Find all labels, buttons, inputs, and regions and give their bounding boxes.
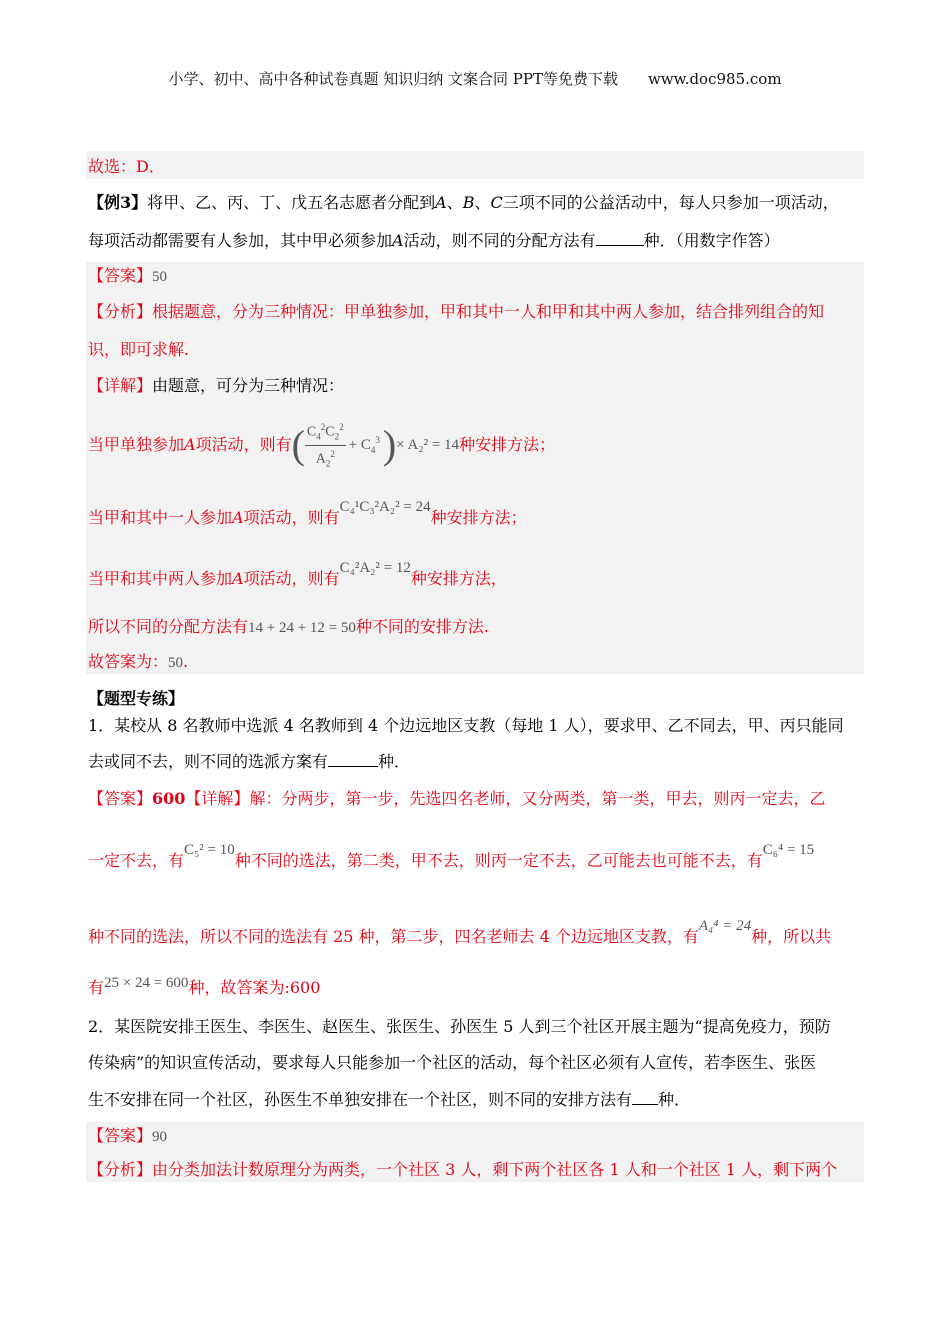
example3-detail-intro: 【详解】由题意，可分为三种情况： xyxy=(88,376,345,395)
q1-detail-2: 一定不去，有C₅² = 10种不同的选法，第二类，甲不去，则丙一定不去，乙可能去也可能不去，有C₆⁴ = 15 xyxy=(88,842,815,870)
example3-case3: 当甲和其中两人参加A项活动，则有C₄²A₂² = 12种安排方法， xyxy=(88,560,507,588)
example3-case2: 当甲和其中一人参加A项活动，则有C₄¹C₃²A₂² = 24种安排方法； xyxy=(88,499,527,527)
q2-line2: 传染病”的知识宣传活动，要求每人只能参加一个社区的活动，每个社区必须有人宣传，若李医生、张医 xyxy=(88,1053,817,1072)
q2-blank xyxy=(632,1090,658,1105)
q1-line2: 去或同不去，则不同的选派方案有 种． xyxy=(88,752,411,771)
q2-answer: 【答案】90 xyxy=(88,1126,168,1145)
q1-eq2: C₆⁴ = 15 xyxy=(762,842,815,858)
q2-line3: 生不安排在同一个社区，孙医生不单独安排在一个社区，则不同的安排方法有 种． xyxy=(88,1090,691,1109)
q1-eq3: A₄⁴ = 24 xyxy=(698,918,752,934)
q1-eq1: C₅² = 10 xyxy=(184,842,235,858)
q1-line1: 1．某校从 8 名教师中选派 4 名教师到 4 个边远地区支教（每地 1 人），要求甲、乙不同去，甲、丙只能同 xyxy=(88,716,844,735)
example3-tag: 【例3】 xyxy=(88,193,148,212)
example3-total: 所以不同的分配方法有14 + 24 + 12 = 50种不同的安排方法. xyxy=(88,617,489,636)
q1-detail-3: 种不同的选法，所以不同的选法有 25 种，第二步，四名老师去 4 个边远地区支教，有A₄⁴ = 24种，所以共 xyxy=(88,918,832,946)
example3-analysis-1: 【分析】根据题意，分为三种情况：甲单独参加，甲和其中一人和甲和其中两人参加，结合排列组合的知 xyxy=(88,302,825,321)
section-title: 【题型专练】 xyxy=(88,689,185,708)
q1-blank xyxy=(328,752,378,767)
q1-detail-4: 有25 × 24 = 600种，故答案为:600 xyxy=(88,975,321,997)
example3-line1: 【例3】将甲、乙、丙、丁、戊五名志愿者分配到A、B、C三项不同的公益活动中，每人只参加一项活动， xyxy=(88,193,839,212)
case2-equation: C₄¹C₃²A₂² = 24 xyxy=(339,499,431,515)
prev-answer: 故选：D． xyxy=(88,157,165,176)
q2-analysis: 【分析】由分类加法计数原理分为两类，一个社区 3 人，剩下两个社区各 1 人和一个社区 1 人，剩下两个 xyxy=(88,1160,838,1179)
page-header: 小学、初中、高中各种试卷真题 知识归纳 文案合同 PPT等免费下载 www.doc985.com xyxy=(168,70,782,88)
example3-analysis-2: 识，即可求解. xyxy=(88,340,190,359)
example3-answer: 【答案】50 xyxy=(88,266,168,285)
left-paren: ( xyxy=(291,422,305,467)
case3-equation: C₄²A₂² = 12 xyxy=(339,560,411,576)
q1-eq4: 25 × 24 = 600 xyxy=(104,975,189,991)
shaded-block-prev xyxy=(86,151,864,179)
example3-case1: 当甲单独参加 A 项活动，则有 ( $\frac{C_4^2C_2^2}{A_2^2}$ + $C_4^3$ ) × A₂² = 14 种安排方法； xyxy=(88,425,555,465)
total-equation: 14 + 24 + 12 = 50 xyxy=(248,620,356,636)
case1-equation: × A₂² = 14 xyxy=(396,437,460,453)
right-paren: ) xyxy=(382,422,397,467)
example3-line2: 每项活动都需要有人参加，其中甲必须参加A活动，则不同的分配方法有 种．（用数字作答） xyxy=(88,231,780,250)
fraction: $\frac{C_4^2C_2^2}{A_2^2}$ xyxy=(305,419,346,471)
shaded-block-example3-solution xyxy=(86,262,864,674)
q1-detail-1: 【答案】600【详解】解：分两步，第一步，先选四名老师，又分两类，第一类，甲去，则丙一定去，乙 xyxy=(88,789,826,808)
answer-blank xyxy=(596,231,644,246)
q2-line1: 2．某医院安排王医生、李医生、赵医生、张医生、孙医生 5 人到三个社区开展主题为“提高免疫力，预防 xyxy=(88,1017,831,1036)
example3-final: 故答案为：50. xyxy=(88,652,189,671)
